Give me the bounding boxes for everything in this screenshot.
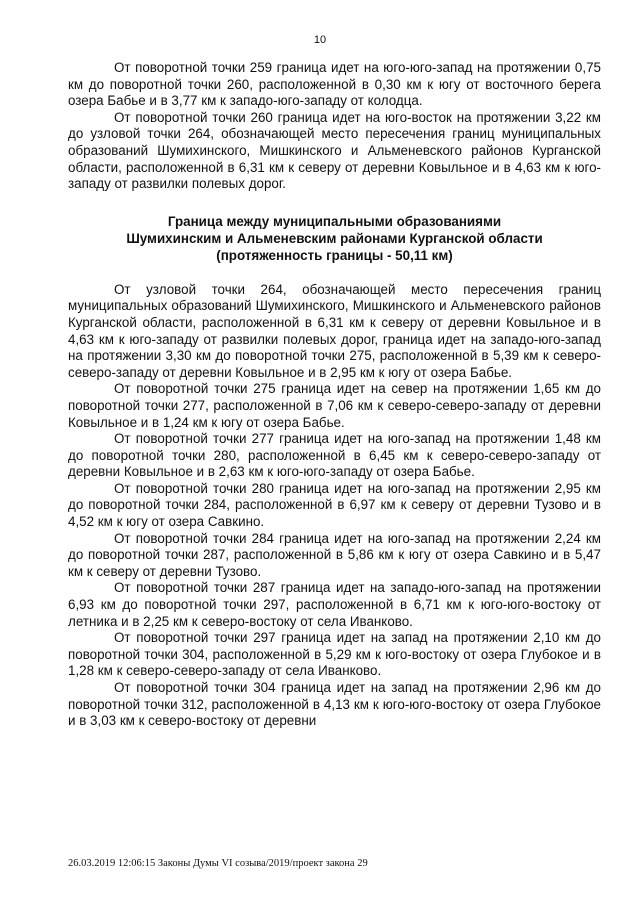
heading-line: Граница между муниципальными образованиями [167, 213, 502, 229]
paragraph: От поворотной точки 287 граница идет на западо-юго-запад на протяжении 6,93 км до поворотной точки 297, расположенной в 6,71 км к юго-юго-востоку от летника и в 2,25 км к северо-востоку от села Иванково. [68, 580, 601, 629]
paragraph: От узловой точки 264, обозначающей место пересечения границ муниципальных образований Шумихинского, Мишкинского и Альменевского районов Курганской области, расположенной в 6,31 км к северу от деревни Ковыльное и в 4,63 км к юго-западу от развилки полевых дорог, граница идет на западо-юго-запад на протяжении 3,30 км до поворотной точки 275, расположенной в 5,39 км к северо-северо-западу от деревни Ковыльное и в 2,95 км к югу от озера Бабье. [68, 281, 601, 380]
paragraph: От поворотной точки 304 граница идет на запад на протяжении 2,96 км до поворотной точки 312, расположенной в 4,13 км к юго-юго-востоку от озера Глубокое и в 3,03 км к северо-востоку от деревни [68, 680, 601, 729]
paragraph: От поворотной точки 260 граница идет на юго-восток на протяжении 3,22 км до узловой точки 264, обозначающей место пересечения границ муниципальных образований Шумихинского, Мишкинского и Альменевского районов Курганской области, расположенной в 6,31 км к северу от деревни Ковыльное и в 4,63 км к юго-западу от развилки полевых дорог. [68, 109, 601, 192]
paragraph: От поворотной точки 277 граница идет на юго-запад на протяжении 1,48 км до поворотной точки 280, расположенной в 6,45 км к северо-северо-западу от деревни Ковыльное и в 2,63 км к юго-юго-западу от озера Бабье. [68, 431, 601, 480]
paragraph: От поворотной точки 280 граница идет на юго-запад на протяжении 2,95 км до поворотной точки 284, расположенной в 6,97 км к северу от деревни Тузово и в 4,52 км к югу от озера Савкино. [68, 480, 601, 530]
footer-stamp: 26.03.2019 12:06:15 Законы Думы VI созыва/2019/проект закона 29 [68, 858, 368, 869]
heading-line: Шумихинским и Альменевским районами Курганской области [126, 230, 543, 246]
document-body [68, 60, 601, 730]
section-heading [68, 213, 601, 264]
paragraph: От поворотной точки 284 граница идет на юго-запад на протяжении 2,24 км до поворотной точки 287, расположенной в 5,86 км к югу от озера Савкино и в 5,47 км к северу от деревни Тузово. [68, 530, 601, 579]
page-number: 10 [313, 34, 327, 46]
paragraph: От поворотной точки 297 граница идет на запад на протяжении 2,10 км до поворотной точки 304, расположенной в 5,29 км к юго-востоку от озера Глубокое и в 1,28 км к северо-северо-западу от села Иванково. [68, 630, 601, 679]
paragraph: От поворотной точки 275 граница идет на север на протяжении 1,65 км до поворотной точки 277, расположенной в 7,06 км к северо-северо-западу от деревни Ковыльное и в 1,24 км к югу от озера Бабье. [68, 381, 601, 430]
paragraph: От поворотной точки 259 граница идет на юго-юго-запад на протяжении 0,75 км до поворотной точки 260, расположенной в 0,30 км к югу от восточного берега озера Бабье и в 3,77 км к западо-юго-западу от колодца. [68, 60, 601, 109]
heading-line: (протяженность границы - 50,11 км) [216, 247, 453, 263]
